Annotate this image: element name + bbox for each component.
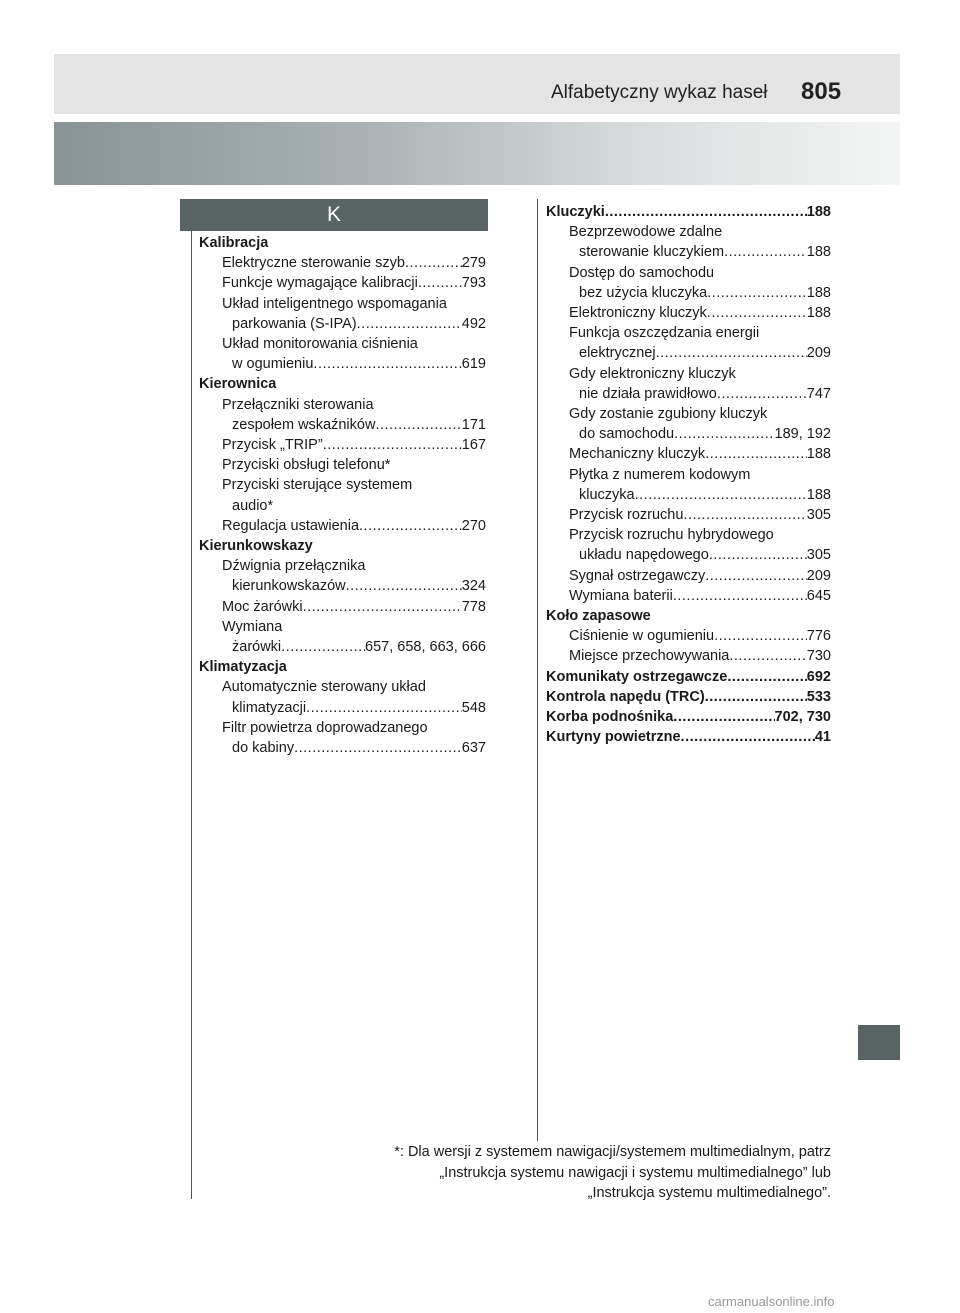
decorative-banner	[54, 122, 900, 185]
entry-text: Regulacja ustawienia	[222, 517, 360, 534]
entry-text: Funkcje wymagające kalibracji	[222, 275, 418, 292]
index-column-right	[546, 202, 831, 747]
index-subentry	[199, 395, 486, 415]
page-reference: 188	[806, 244, 831, 261]
index-subentry	[199, 253, 486, 273]
index-subentry	[199, 617, 486, 637]
index-entry	[199, 233, 486, 253]
entry-text: Dźwignia przełącznika	[222, 558, 366, 575]
index-subentry	[546, 465, 831, 485]
page-reference: 305	[806, 547, 831, 564]
index-subentry	[199, 354, 486, 374]
entry-text: kierunkowskazów	[232, 578, 346, 595]
dot-leader	[673, 586, 807, 606]
dot-leader	[717, 384, 807, 404]
index-subentry	[199, 718, 486, 738]
page-reference: 619	[461, 356, 486, 373]
entry-text: w ogumieniu	[232, 356, 314, 373]
page-reference: 645	[806, 587, 831, 604]
entry-text: Kierownica	[199, 376, 277, 393]
dot-leader	[605, 202, 807, 222]
index-subentry	[546, 424, 831, 444]
index-subentry	[199, 435, 486, 455]
entry-text: Przełączniki sterowania	[222, 396, 374, 413]
entry-text: żarówki	[232, 639, 282, 656]
page-reference: 279	[461, 255, 486, 272]
page-header-title: Alfabetyczny wykaz haseł	[551, 82, 768, 103]
entry-text: Układ inteligentnego wspomagania	[222, 295, 447, 312]
dot-leader	[673, 707, 774, 727]
index-entry	[546, 202, 831, 222]
page-reference: 730	[806, 648, 831, 665]
index-subentry	[546, 444, 831, 464]
entry-text: Przyciski obsługi telefonu*	[222, 457, 391, 474]
entry-text: Przycisk rozruchu	[569, 507, 684, 524]
index-entry	[199, 374, 486, 394]
page-reference: 188	[806, 486, 831, 503]
index-subentry	[546, 485, 831, 505]
index-subentry	[199, 455, 486, 475]
dot-leader	[294, 738, 462, 758]
index-entry	[546, 687, 831, 707]
entry-text: Koło zapasowe	[546, 608, 651, 625]
page-reference: 209	[806, 567, 831, 584]
dot-leader	[306, 698, 462, 718]
entry-text: sterowanie kluczykiem	[579, 244, 725, 261]
index-subentry	[546, 242, 831, 262]
entry-text: Miejsce przechowywania	[569, 648, 730, 665]
dot-leader	[681, 727, 815, 747]
index-subentry	[199, 314, 486, 334]
index-subentry	[546, 404, 831, 424]
page-reference: 188	[806, 446, 831, 463]
dot-leader	[707, 303, 807, 323]
dot-leader	[357, 314, 462, 334]
index-subentry	[199, 475, 486, 495]
page-reference: 702, 730	[774, 709, 831, 726]
entry-text: audio*	[232, 497, 274, 514]
page-reference: 692	[806, 668, 831, 685]
thumb-index-tab	[858, 1025, 900, 1060]
page-reference: 171	[461, 416, 486, 433]
entry-text: elektrycznej	[579, 345, 656, 362]
dot-leader	[714, 626, 807, 646]
entry-text: do samochodu	[579, 426, 675, 443]
entry-text: Bezprzewodowe zdalne	[569, 224, 723, 241]
dot-leader	[418, 273, 462, 293]
entry-text: Klimatyzacja	[199, 659, 287, 676]
dot-leader	[323, 435, 462, 455]
entry-text: Przycisk „TRIP”	[222, 437, 323, 454]
entry-text: Moc żarówki	[222, 598, 303, 615]
entry-text: Filtr powietrza doprowadzanego	[222, 719, 428, 736]
index-subentry	[199, 677, 486, 697]
dot-leader	[724, 242, 807, 262]
entry-text: Funkcja oszczędzania energii	[569, 325, 760, 342]
index-subentry	[546, 222, 831, 242]
index-subentry	[199, 556, 486, 576]
dot-leader	[709, 545, 807, 565]
entry-text: Ciśnienie w ogumieniu	[569, 628, 715, 645]
page-reference: 270	[461, 517, 486, 534]
entry-text: Elektroniczny kluczyk	[569, 305, 707, 322]
dot-leader	[727, 667, 806, 687]
entry-text: Kontrola napędu (TRC)	[546, 688, 705, 705]
footnote-line: „Instrukcja systemu multimedialnego”.	[587, 1185, 831, 1201]
entry-text: Dostęp do samochodu	[569, 264, 715, 281]
index-subentry	[199, 738, 486, 758]
entry-text: Kalibracja	[199, 235, 269, 251]
left-column-rule	[191, 231, 192, 1199]
entry-text: Przycisk rozruchu hybrydowego	[569, 527, 774, 544]
entry-text: Przyciski sterujące systemem	[222, 477, 413, 494]
index-subentry	[546, 586, 831, 606]
index-subentry	[546, 525, 831, 545]
entry-text: Elektryczne sterowanie szyb	[222, 255, 405, 272]
page-reference: 41	[814, 729, 831, 746]
entry-text: Komunikaty ostrzegawcze	[546, 668, 728, 685]
entry-text: Automatycznie sterowany układ	[222, 679, 426, 696]
entry-text: Wymiana	[222, 618, 283, 635]
dot-leader	[705, 566, 807, 586]
page-reference: 533	[806, 688, 831, 705]
index-subentry	[546, 626, 831, 646]
page-reference: 167	[461, 437, 486, 454]
dot-leader	[359, 516, 462, 536]
index-column-left	[199, 233, 486, 758]
index-subentry	[199, 637, 486, 657]
dot-leader	[705, 444, 807, 464]
page-number: 805	[801, 78, 842, 105]
entry-text: bez użycia kluczyka	[579, 284, 708, 301]
entry-text: Kierunkowskazy	[199, 538, 313, 555]
page-reference: 548	[461, 699, 486, 716]
index-subentry	[546, 263, 831, 283]
entry-text: Układ monitorowania ciśnienia	[222, 336, 418, 353]
index-subentry	[546, 545, 831, 565]
index-subentry	[199, 415, 486, 435]
dot-leader	[303, 597, 462, 617]
footnote-line: *: Dla wersji z systemem nawigacji/systemem multimedialnym, patrz	[394, 1144, 831, 1160]
entry-text: parkowania (S-IPA)	[232, 315, 357, 332]
footnote-line: „Instrukcja systemu nawigacji i systemu multimedialnego” lub	[439, 1164, 831, 1181]
section-letter-banner: K	[180, 199, 488, 231]
dot-leader	[375, 415, 461, 435]
index-subentry	[199, 597, 486, 617]
header-bar	[54, 54, 900, 114]
index-subentry	[546, 566, 831, 586]
dot-leader	[281, 637, 365, 657]
entry-text: Mechaniczny kluczyk	[569, 446, 706, 463]
page-reference: 657, 658, 663, 666	[365, 639, 486, 656]
dot-leader	[313, 354, 461, 374]
page-reference: 188	[806, 204, 831, 220]
entry-text: Płytka z numerem kodowym	[569, 466, 751, 483]
page-reference: 776	[806, 628, 831, 645]
dot-leader	[729, 646, 806, 666]
entry-text: Gdy zostanie zgubiony kluczyk	[569, 406, 768, 423]
entry-text: Korba podnośnika	[546, 709, 674, 726]
index-subentry	[546, 384, 831, 404]
dot-leader	[707, 283, 807, 303]
entry-text: kluczyka	[579, 486, 635, 503]
page-reference: 188	[806, 305, 831, 322]
page-reference: 793	[461, 275, 486, 292]
index-entry	[199, 657, 486, 677]
index-entry	[546, 727, 831, 747]
entry-text: Gdy elektroniczny kluczyk	[569, 365, 736, 382]
index-subentry	[546, 303, 831, 323]
dot-leader	[656, 343, 807, 363]
dot-leader	[635, 485, 807, 505]
dot-leader	[674, 424, 774, 444]
entry-text: klimatyzacji	[232, 699, 307, 716]
watermark: carmanualsonline.info	[708, 1294, 835, 1309]
page-reference: 305	[806, 507, 831, 524]
index-subentry	[546, 283, 831, 303]
index-subentry	[546, 505, 831, 525]
index-subentry	[546, 364, 831, 384]
page-reference: 324	[461, 578, 486, 595]
entry-text: Kurtyny powietrzne	[546, 729, 681, 746]
entry-text: nie działa prawidłowo	[579, 385, 717, 402]
entry-text: Wymiana baterii	[569, 587, 673, 604]
index-subentry	[199, 294, 486, 314]
index-subentry	[546, 343, 831, 363]
index-entry	[546, 707, 831, 727]
page-reference: 637	[461, 740, 486, 757]
index-subentry	[199, 496, 486, 516]
dot-leader	[405, 253, 462, 273]
index-subentry	[199, 698, 486, 718]
page-reference: 747	[806, 385, 831, 402]
index-subentry	[546, 646, 831, 666]
entry-text: zespołem wskaźników	[232, 416, 376, 433]
index-subentry	[199, 516, 486, 536]
dot-leader	[705, 687, 807, 707]
page-reference: 778	[461, 598, 486, 615]
page-reference: 189, 192	[774, 426, 831, 443]
entry-text: do kabiny	[232, 740, 295, 757]
dot-leader	[683, 505, 806, 525]
index-subentry	[199, 273, 486, 293]
index-entry	[199, 536, 486, 556]
index-entry	[546, 606, 831, 626]
entry-text: układu napędowego	[579, 547, 709, 564]
column-divider	[537, 199, 538, 1141]
entry-text: Kluczyki	[546, 204, 605, 220]
page-reference: 209	[806, 345, 831, 362]
dot-leader	[346, 576, 462, 596]
index-subentry	[199, 334, 486, 354]
entry-text: Sygnał ostrzegawczy	[569, 567, 706, 584]
index-subentry	[546, 323, 831, 343]
footnote	[300, 1142, 831, 1204]
page-reference: 492	[461, 315, 486, 332]
index-subentry	[199, 576, 486, 596]
index-entry	[546, 667, 831, 687]
page-reference: 188	[806, 284, 831, 301]
